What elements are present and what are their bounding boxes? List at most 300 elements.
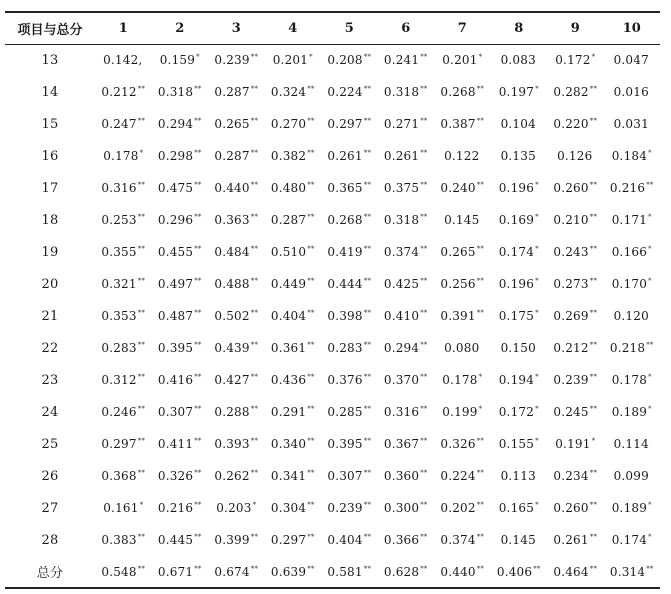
table-cell [491, 492, 548, 524]
cell-value: 0.674 [214, 564, 250, 579]
significance-marker: ** [363, 469, 372, 477]
significance-marker: * [535, 373, 539, 381]
significance-marker: * [648, 533, 652, 541]
significance-marker: ** [420, 373, 428, 381]
table-cell [604, 428, 661, 460]
table-cell [491, 524, 548, 556]
significance-marker: ** [420, 501, 428, 509]
table-cell [547, 428, 604, 460]
significance-marker: ** [307, 117, 315, 125]
table-row [5, 492, 660, 524]
table-cell [378, 556, 435, 588]
significance-marker: ** [137, 469, 146, 477]
table-cell [604, 556, 661, 588]
table-cell [265, 204, 322, 236]
significance-marker: ** [250, 85, 259, 93]
table-cell [95, 556, 152, 588]
table-row [5, 332, 660, 364]
significance-marker: ** [476, 564, 485, 573]
significance-marker: ** [420, 117, 428, 125]
cell-value: 0.099 [613, 469, 649, 483]
significance-marker: ** [476, 437, 485, 445]
table-cell [434, 204, 491, 236]
table-cell [604, 460, 661, 492]
significance-marker: ** [250, 469, 259, 477]
table-cell [208, 76, 265, 108]
significance-marker: ** [363, 309, 372, 317]
significance-marker: ** [363, 564, 372, 573]
cell-value: 0.155 [498, 437, 535, 451]
cell-value: 0.172 [555, 53, 591, 68]
cell-value: 0.404 [270, 309, 307, 323]
significance-marker: * [648, 373, 652, 381]
table-cell [95, 108, 152, 140]
significance-marker: ** [194, 469, 202, 477]
significance-marker: * [591, 53, 596, 62]
row-label: 23 [41, 372, 59, 388]
cell-value: 0.440 [214, 181, 250, 195]
table-cell [95, 44, 152, 76]
cell-value: 0.166 [611, 245, 648, 259]
table-row [5, 556, 660, 588]
significance-marker: ** [250, 277, 259, 285]
table-cell [321, 44, 378, 76]
table-cell [152, 364, 209, 396]
table-cell [95, 396, 152, 428]
cell-value: 0.175 [498, 309, 535, 323]
table-row [5, 108, 660, 140]
table-cell [152, 204, 209, 236]
row-label: 19 [41, 244, 59, 260]
significance-marker: ** [476, 117, 485, 125]
table-row [5, 428, 660, 460]
cell-value: 0.363 [214, 213, 250, 227]
cell-value: 0.368 [101, 469, 137, 483]
cell-value: 0.406 [496, 564, 533, 579]
cell-value: 0.399 [214, 533, 250, 547]
table-cell [152, 428, 209, 460]
significance-marker: ** [363, 533, 372, 541]
cell-value: 0.220 [553, 117, 589, 131]
table-cell [434, 140, 491, 172]
cell-value: 0.355 [101, 245, 137, 259]
table-cell [434, 332, 491, 364]
cell-value: 0.260 [553, 181, 589, 195]
cell-value: 0.126 [557, 149, 593, 163]
table-cell [265, 108, 322, 140]
cell-value: 0.212 [101, 85, 137, 99]
cell-value: 0.291 [270, 405, 307, 419]
table-cell [547, 236, 604, 268]
significance-marker: ** [476, 85, 485, 93]
cell-value: 0.326 [440, 437, 476, 451]
cell-value: 0.199 [442, 405, 478, 419]
cell-value: 0.410 [383, 309, 420, 323]
cell-value: 0.165 [498, 501, 535, 515]
cell-value: 0.307 [327, 469, 363, 483]
table-cell [208, 268, 265, 300]
significance-marker: ** [194, 277, 202, 285]
significance-marker: * [139, 149, 144, 157]
significance-marker: ** [646, 564, 654, 573]
significance-marker: ** [250, 373, 259, 381]
significance-marker: ** [363, 373, 372, 381]
header-col-2: 2 [175, 20, 185, 36]
significance-marker: ** [250, 245, 259, 253]
significance-marker: ** [420, 437, 428, 445]
table-cell [321, 172, 378, 204]
cell-value: 0.145 [444, 213, 480, 227]
table-cell [547, 268, 604, 300]
table-cell [152, 140, 209, 172]
cell-value: 0.387 [440, 117, 476, 131]
table-cell [491, 364, 548, 396]
significance-marker: ** [420, 245, 428, 253]
table-cell [434, 460, 491, 492]
cell-value: 0.365 [327, 181, 363, 195]
significance-marker: ** [307, 309, 315, 317]
table-cell [491, 268, 548, 300]
row-label: 18 [41, 212, 59, 228]
cell-value: 0.114 [613, 437, 649, 451]
cell-value: 0.497 [157, 277, 194, 291]
table-cell [547, 524, 604, 556]
table-cell [491, 396, 548, 428]
table-cell [547, 300, 604, 332]
table-cell [547, 332, 604, 364]
significance-marker: ** [646, 181, 654, 189]
header-col-10: 10 [622, 20, 641, 36]
table-cell [604, 396, 661, 428]
table-cell [378, 76, 435, 108]
cell-value: 0.283 [101, 341, 137, 355]
table-cell [95, 428, 152, 460]
cell-value: 0.191 [555, 437, 591, 451]
significance-marker: * [648, 405, 652, 413]
significance-marker: ** [589, 533, 598, 541]
table-cell [434, 172, 491, 204]
cell-value: 0.440 [440, 564, 476, 579]
significance-marker: ** [307, 277, 315, 285]
table-cell [265, 332, 322, 364]
table-cell [604, 76, 661, 108]
table-cell [434, 76, 491, 108]
table-cell [265, 140, 322, 172]
significance-marker: ** [476, 533, 485, 541]
row-label: 14 [41, 84, 59, 100]
table-cell [491, 428, 548, 460]
significance-marker: ** [194, 533, 202, 541]
significance-marker: ** [194, 373, 202, 381]
table-cell [378, 236, 435, 268]
cell-value: 0.170 [611, 277, 648, 291]
cell-value: 0.294 [157, 117, 194, 131]
table-row [5, 268, 660, 300]
cell-value: 0.404 [327, 533, 363, 547]
cell-value: 0.296 [157, 213, 194, 227]
cell-value: 0.312 [101, 373, 137, 387]
table-cell [152, 44, 209, 76]
cell-value: 0.216 [609, 181, 646, 195]
table-cell [491, 140, 548, 172]
table-cell [152, 172, 209, 204]
table-cell [152, 268, 209, 300]
cell-value: 0.247 [101, 117, 137, 131]
significance-marker: * [535, 501, 539, 509]
cell-value: 0.245 [553, 405, 589, 419]
cell-value: 0.316 [383, 405, 420, 419]
significance-marker: ** [420, 309, 428, 317]
cell-value: 0.189 [611, 501, 648, 515]
significance-marker: ** [363, 181, 372, 189]
table-cell [604, 236, 661, 268]
row-label: 27 [41, 500, 59, 516]
significance-marker: ** [420, 213, 428, 221]
significance-marker: ** [307, 373, 315, 381]
cell-value: 0.135 [500, 149, 536, 163]
table-cell [208, 460, 265, 492]
significance-marker: ** [589, 309, 598, 317]
cell-value: 0.353 [101, 309, 137, 323]
significance-marker: ** [250, 181, 259, 189]
table-cell [434, 556, 491, 588]
cell-value: 0.628 [383, 564, 420, 579]
table-cell [208, 332, 265, 364]
significance-marker: ** [194, 181, 202, 189]
significance-marker: ** [194, 149, 202, 157]
table-cell [152, 492, 209, 524]
significance-marker: ** [137, 564, 146, 573]
cell-value: 0.340 [270, 437, 307, 451]
cell-value: 0.383 [101, 533, 137, 547]
table-cell [95, 140, 152, 172]
significance-marker: ** [194, 309, 202, 317]
header-col-7: 7 [457, 20, 467, 36]
cell-value: 0.120 [613, 309, 649, 323]
significance-marker: ** [646, 341, 654, 349]
cell-value: 0.445 [157, 533, 194, 547]
cell-value: 0.581 [327, 564, 363, 579]
table-cell [265, 236, 322, 268]
cell-value: 0.288 [214, 405, 250, 419]
header-col-8: 8 [514, 20, 524, 36]
significance-marker: ** [137, 341, 146, 349]
table-cell [152, 396, 209, 428]
cell-value: 0.150 [500, 341, 536, 355]
table-cell [95, 332, 152, 364]
significance-marker: ** [137, 245, 146, 253]
table-cell [265, 44, 322, 76]
header-row [5, 12, 660, 44]
cell-value: 0.444 [327, 277, 363, 291]
table-row [5, 300, 660, 332]
table-cell [491, 204, 548, 236]
cell-value: 0.367 [383, 437, 420, 451]
table-cell [321, 268, 378, 300]
cell-value: 0.304 [270, 501, 307, 515]
table-cell [434, 364, 491, 396]
significance-marker: ** [137, 373, 146, 381]
table-cell [547, 108, 604, 140]
significance-marker: ** [589, 373, 598, 381]
significance-marker: ** [476, 277, 485, 285]
cell-value: 0.300 [383, 501, 420, 515]
table-cell [265, 556, 322, 588]
table-cell [491, 236, 548, 268]
cell-value: 0.374 [440, 533, 476, 547]
cell-value: 0.375 [383, 181, 420, 195]
significance-marker: * [478, 405, 483, 413]
significance-marker: ** [420, 469, 428, 477]
cell-value: 0.297 [101, 437, 137, 451]
cell-value: 0.366 [383, 533, 420, 547]
cell-value: 0.265 [440, 245, 476, 259]
table-cell [321, 140, 378, 172]
significance-marker: ** [589, 277, 598, 285]
cell-value: 0.639 [270, 564, 307, 579]
significance-marker: ** [137, 117, 146, 125]
table-cell [265, 396, 322, 428]
cell-value: 0.113 [500, 469, 536, 483]
significance-marker: ** [589, 341, 598, 349]
cell-value: 0.393 [214, 437, 250, 451]
significance-marker: * [648, 245, 652, 253]
cell-value: 0.487 [157, 309, 194, 323]
table-cell [434, 236, 491, 268]
table-cell [547, 396, 604, 428]
cell-value: 0.395 [157, 341, 194, 355]
header-col-4: 4 [288, 20, 298, 36]
row-label: 26 [41, 468, 59, 484]
row-label: 总分 [36, 566, 64, 581]
table-cell [95, 172, 152, 204]
table-cell [491, 44, 548, 76]
table-cell [321, 556, 378, 588]
cell-value: 0.262 [214, 469, 250, 483]
header-col-5: 5 [344, 20, 354, 36]
table-cell [321, 204, 378, 236]
table-cell [265, 364, 322, 396]
table-row [5, 44, 660, 76]
cell-value: 0.324 [270, 85, 307, 99]
table-cell [265, 492, 322, 524]
significance-marker: ** [194, 501, 202, 509]
table-cell [152, 108, 209, 140]
significance-marker: ** [194, 245, 202, 253]
cell-value: 0.208 [327, 53, 363, 68]
significance-marker: ** [250, 213, 259, 221]
cell-value: 0.374 [383, 245, 420, 259]
cell-value: 0.360 [383, 469, 420, 483]
cell-value: 0.318 [383, 213, 420, 227]
table-row [5, 204, 660, 236]
significance-marker: ** [420, 533, 428, 541]
significance-marker: ** [250, 149, 259, 157]
significance-marker: ** [194, 405, 202, 413]
table-cell [208, 44, 265, 76]
significance-marker: * [478, 53, 483, 62]
significance-marker: ** [137, 309, 146, 317]
cell-value: 0.261 [553, 533, 589, 547]
cell-value: 0.104 [500, 117, 536, 131]
cell-value: 0.411 [157, 437, 194, 451]
table-cell [434, 108, 491, 140]
cell-value: 0.425 [383, 277, 420, 291]
cell-value: 0.294 [383, 341, 420, 355]
significance-marker: ** [250, 533, 259, 541]
cell-value: 0.142, [103, 53, 143, 68]
cell-value: 0.261 [327, 149, 363, 163]
significance-marker: ** [589, 85, 598, 93]
significance-marker: ** [307, 341, 315, 349]
cell-value: 0.196 [498, 181, 535, 195]
cell-value: 0.171 [611, 213, 648, 227]
table-cell [434, 44, 491, 76]
table-row [5, 460, 660, 492]
row-label: 28 [41, 532, 59, 548]
table-cell [604, 300, 661, 332]
table-cell [95, 76, 152, 108]
table-cell [208, 364, 265, 396]
table-cell [547, 364, 604, 396]
table-cell [378, 332, 435, 364]
table-row [5, 364, 660, 396]
table-cell [547, 204, 604, 236]
cell-value: 0.080 [444, 341, 480, 355]
significance-marker: ** [307, 533, 315, 541]
significance-marker: ** [307, 245, 315, 253]
cell-value: 0.224 [327, 85, 363, 99]
significance-marker: ** [363, 341, 372, 349]
significance-marker: ** [420, 564, 428, 573]
significance-marker: * [535, 85, 539, 93]
significance-marker: ** [363, 149, 372, 157]
significance-marker: ** [420, 53, 428, 62]
cell-value: 0.416 [157, 373, 194, 387]
table-cell [95, 204, 152, 236]
significance-marker: ** [194, 564, 202, 573]
cell-value: 0.480 [270, 181, 307, 195]
cell-value: 0.398 [327, 309, 363, 323]
table-cell [95, 268, 152, 300]
significance-marker: ** [363, 405, 372, 413]
row-label: 22 [41, 340, 59, 356]
significance-marker: ** [250, 53, 259, 62]
table-row [5, 236, 660, 268]
cell-value: 0.321 [101, 277, 137, 291]
significance-marker: ** [307, 437, 315, 445]
significance-marker: ** [250, 117, 259, 125]
cell-value: 0.269 [553, 309, 589, 323]
significance-marker: * [478, 373, 483, 381]
cell-value: 0.484 [214, 245, 250, 259]
cell-value: 0.240 [440, 181, 476, 195]
cell-value: 0.427 [214, 373, 250, 387]
significance-marker: ** [194, 85, 202, 93]
significance-marker: ** [533, 564, 541, 573]
cell-value: 0.216 [157, 501, 194, 515]
significance-marker: ** [420, 181, 428, 189]
cell-value: 0.218 [609, 341, 646, 355]
cell-value: 0.265 [214, 117, 250, 131]
significance-marker: ** [194, 213, 202, 221]
table-cell [547, 44, 604, 76]
cell-value: 0.671 [157, 564, 194, 579]
significance-marker: ** [420, 149, 428, 157]
significance-marker: ** [420, 85, 428, 93]
significance-marker: ** [194, 341, 202, 349]
cell-value: 0.253 [101, 213, 137, 227]
